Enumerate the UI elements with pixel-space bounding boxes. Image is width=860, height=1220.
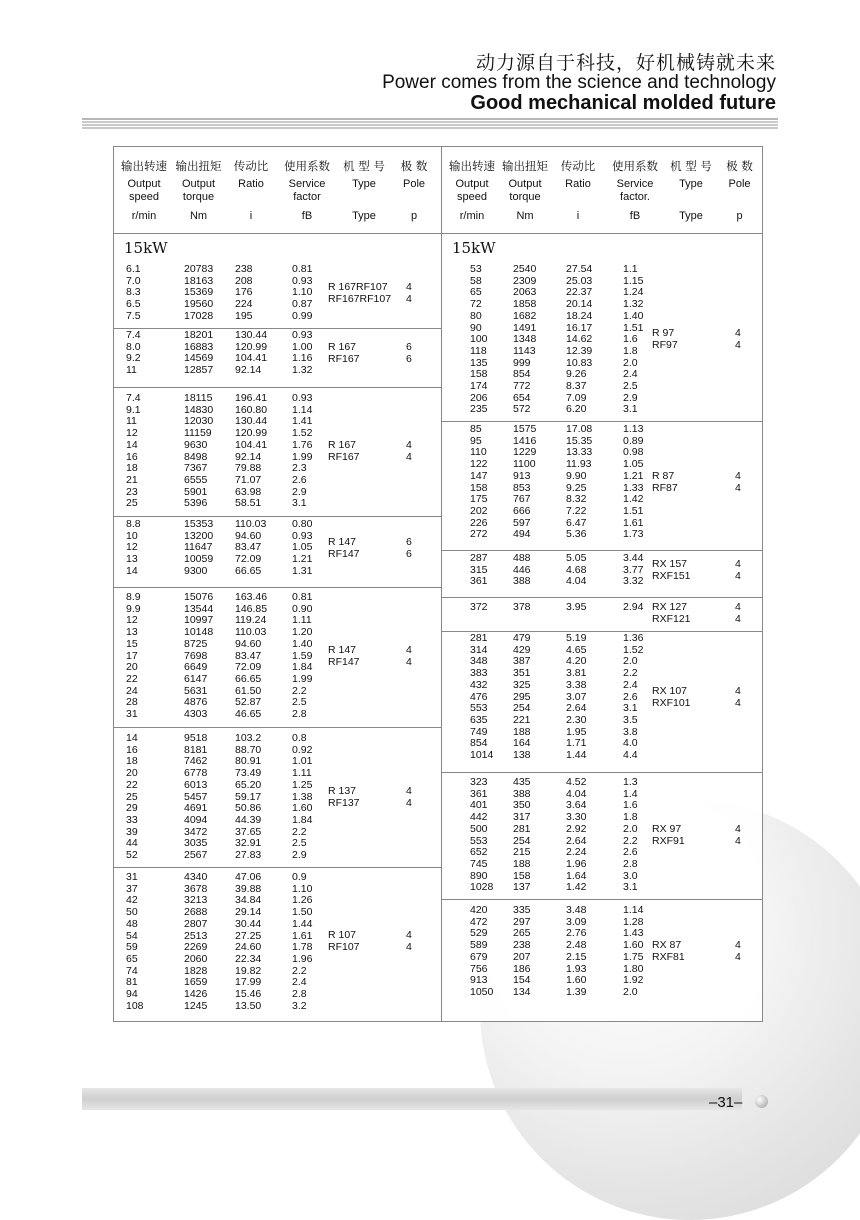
column-ratio-values: 5.19 4.65 4.20 3.81 3.38 3.07 2.64 2.30 1.95 1.71 1.44: [566, 632, 587, 762]
pole-values: 4 4: [735, 327, 741, 351]
column-header-english: Output speed: [455, 178, 489, 203]
column-header-unit: Type: [679, 210, 703, 222]
pole-values: 4 4: [406, 439, 412, 463]
column-ratio-values: 27.54 25.03 22.37 20.14 18.24 16.17 14.62 12.39 10.83 9.26 8.37 7.09 6.20: [566, 263, 593, 416]
column-factor-values: 0.93 1.00 1.16 1.32: [292, 329, 313, 377]
column-speed-values: 8.8 10 12 13 14: [126, 518, 141, 577]
column-header-english: Pole: [402, 178, 426, 190]
column-header-unit: Type: [352, 210, 376, 222]
column-header-chinese: 机 型 号: [343, 159, 385, 173]
column-speed-values: 420 472 529 589 679 756 913 1050: [470, 904, 494, 998]
right-table-header: [442, 147, 762, 234]
column-header-chinese: 输出扭矩: [175, 159, 222, 173]
column-header-unit: fB: [629, 210, 641, 222]
column-header-unit: i: [576, 210, 580, 222]
group-divider: [114, 516, 441, 517]
column-header: [552, 147, 604, 233]
group-divider: [114, 587, 441, 588]
header-chinese-slogan: 动力源自于科技，好机械铸就未来: [475, 52, 776, 74]
column-header: [717, 147, 762, 233]
type-values: R 87 RF87: [652, 470, 678, 494]
selection-table: [113, 146, 763, 1022]
column-ratio-values: 130.44 120.99 104.41 92.14: [235, 329, 268, 377]
column-ratio-values: 196.41 160.80 130.44 120.99 104.41 92.14 79.88 71.07 63.98 58.51: [235, 392, 268, 510]
column-header: [665, 147, 717, 233]
type-values: R 147 RF147: [328, 644, 360, 668]
column-torque-values: 378: [513, 601, 531, 613]
column-header-unit: p: [736, 210, 743, 222]
column-torque-values: 1575 1416 1229 1100 913 853 767 666 597 494: [513, 423, 537, 541]
column-speed-values: 53 58 65 72 80 90 100 118 135 158 174 206 235: [470, 263, 488, 416]
type-values: R 97 RF97: [652, 327, 678, 351]
pole-values: 4 4: [735, 685, 741, 709]
pole-values: 4 4: [735, 470, 741, 494]
group-divider: [442, 550, 762, 551]
column-header-english: Ratio: [238, 178, 264, 190]
type-values: R 137 RF137: [328, 785, 360, 809]
pole-values: 4 4: [735, 601, 741, 625]
column-factor-values: 0.8 0.92 1.01 1.11 1.25 1.38 1.60 1.84 2.2 2.5 2.9: [292, 732, 313, 862]
type-values: RX 127 RXF121: [652, 601, 691, 625]
type-values: RX 107 RXF101: [652, 685, 691, 709]
column-ratio-values: 3.95: [566, 601, 587, 613]
column-factor-values: 1.3 1.4 1.6 1.8 2.0 2.2 2.6 2.8 3.0 3.1: [623, 776, 638, 894]
column-header: [226, 147, 276, 233]
column-factor-values: 0.93 1.14 1.41 1.52 1.76 1.99 2.3 2.6 2.9 3.1: [292, 392, 313, 510]
left-table-header: [114, 147, 441, 234]
pole-values: 4 4: [735, 939, 741, 963]
column-factor-values: 0.81 0.93 1.10 0.87 0.99: [292, 263, 313, 322]
column-header-english: Output torque: [508, 178, 542, 203]
left-table-half: [114, 147, 441, 1021]
pole-values: 4 4: [406, 644, 412, 668]
type-values: RX 97 RXF91: [652, 823, 685, 847]
pole-values: 4 4: [406, 929, 412, 953]
column-header: [604, 147, 666, 233]
column-factor-values: 0.9 1.10 1.26 1.50 1.44 1.61 1.78 1.96 2.2 2.4 2.8 3.2: [292, 871, 313, 1012]
header-divider: [82, 118, 778, 132]
column-speed-values: 7.4 9.1 11 12 14 16 18 21 23 25: [126, 392, 141, 510]
column-header-english: Output torque: [181, 178, 216, 203]
pole-values: 4 4: [735, 558, 741, 582]
group-divider: [442, 899, 762, 900]
column-torque-values: 435 388 350 317 281 254 215 188 158 137: [513, 776, 531, 894]
column-ratio-values: 4.52 4.04 3.64 3.30 2.92 2.64 2.24 1.96 1.64 1.42: [566, 776, 587, 894]
column-header-english: Service factor.: [616, 178, 654, 203]
column-torque-values: 488 446 388: [513, 552, 531, 588]
column-speed-values: 85 95 110 122 147 158 175 202 226 272: [470, 423, 488, 541]
group-divider: [114, 387, 441, 388]
type-values: RX 157 RXF151: [652, 558, 691, 582]
column-header: [498, 147, 552, 233]
group-divider: [114, 867, 441, 868]
column-header: [446, 147, 498, 233]
column-factor-values: 1.13 0.89 0.98 1.05 1.21 1.33 1.42 1.51 1.61 1.73: [623, 423, 644, 541]
column-header-chinese: 输出扭矩: [502, 159, 548, 173]
group-divider: [114, 328, 441, 329]
column-header-chinese: 使用系数: [612, 159, 658, 173]
column-ratio-values: 163.46 146.85 119.24 110.03 94.60 83.47 72.09 66.65 61.50 52.87 46.65: [235, 591, 268, 721]
header-slogan: Good mechanical molded future: [470, 92, 776, 114]
column-header: [117, 147, 171, 233]
column-header-unit: i: [249, 210, 253, 222]
column-ratio-values: 103.2 88.70 80.91 73.49 65.20 59.17 50.86 44.39 37.65 32.91 27.83: [235, 732, 262, 862]
group-divider: [442, 421, 762, 422]
column-header-chinese: 输出转速: [449, 159, 495, 173]
type-values: RX 87 RXF81: [652, 939, 685, 963]
column-header-chinese: 使用系数: [284, 159, 330, 173]
right-table-half: [442, 147, 762, 1021]
column-torque-values: 2540 2309 2063 1858 1682 1491 1348 1143 999 854 772 654 572: [513, 263, 537, 416]
column-header-unit: r/min: [459, 210, 485, 222]
column-torque-values: 18115 14830 12030 11159 9630 8498 7367 6555 5901 5396: [184, 392, 214, 510]
column-header-unit: fB: [301, 210, 313, 222]
column-speed-values: 323 361 401 442 500 553 652 745 890 1028: [470, 776, 494, 894]
column-speed-values: 14 16 18 20 22 25 29 33 39 44 52: [126, 732, 138, 862]
pole-values: 4 4: [735, 823, 741, 847]
page-dot-icon: [755, 1095, 768, 1108]
column-header-english: Type: [352, 178, 376, 190]
pole-values: 6 6: [406, 341, 412, 365]
type-values: R 147 RF147: [328, 536, 360, 560]
column-factor-values: 1.14 1.28 1.43 1.60 1.75 1.80 1.92 2.0: [623, 904, 644, 998]
type-values: R 167 RF167: [328, 341, 360, 365]
column-header-chinese: 传动比: [233, 159, 269, 173]
column-ratio-values: 47.06 39.88 34.84 29.14 30.44 27.25 24.60 22.34 19.82 17.99 15.46 13.50: [235, 871, 262, 1012]
column-torque-values: 4340 3678 3213 2688 2807 2513 2269 2060 1828 1659 1426 1245: [184, 871, 208, 1012]
column-ratio-values: 3.48 3.09 2.76 2.48 2.15 1.93 1.60 1.39: [566, 904, 587, 998]
column-factor-values: 0.80 0.93 1.05 1.21 1.31: [292, 518, 313, 577]
right-power-label: 15kW: [452, 239, 496, 257]
column-speed-values: 287 315 361: [470, 552, 488, 588]
column-header-english: Pole: [728, 178, 751, 190]
column-speed-values: 8.9 9.9 12 13 15 17 20 22 24 28 31: [126, 591, 141, 721]
header-english-tagline: Power comes from the science and technology: [382, 72, 776, 93]
column-header: [276, 147, 338, 233]
column-factor-values: 0.81 0.90 1.11 1.20 1.40 1.59 1.84 1.99 2.2 2.5 2.8: [292, 591, 313, 721]
column-torque-values: 335 297 265 238 207 186 154 134: [513, 904, 531, 998]
column-ratio-values: 110.03 94.60 83.47 72.09 66.65: [235, 518, 267, 577]
column-header-english: Output speed: [127, 178, 161, 203]
column-torque-values: 15076 13544 10997 10148 8725 7698 6649 6147 5631 4876 4303: [184, 591, 214, 721]
column-ratio-values: 238 208 176 224 195: [235, 263, 253, 322]
pole-values: 6 6: [406, 536, 412, 560]
column-header-chinese: 极 数: [400, 159, 428, 173]
column-ratio-values: 5.05 4.68 4.04: [566, 552, 587, 588]
type-values: R 167RF107 RF167RF107: [328, 281, 392, 305]
column-speed-values: 7.4 8.0 9.2 11: [126, 329, 141, 377]
group-divider: [442, 772, 762, 773]
column-header-chinese: 输出转速: [121, 159, 167, 173]
column-header: [171, 147, 226, 233]
column-header-chinese: 极 数: [726, 159, 753, 173]
column-speed-values: 281 314 348 383 432 476 553 635 749 854 1014: [470, 632, 494, 762]
column-torque-values: 9518 8181 7462 6778 6013 5457 4691 4094 3472 3035 2567: [184, 732, 208, 862]
group-divider: [442, 631, 762, 632]
column-header-english: Type: [679, 178, 703, 190]
type-values: R 107 RF107: [328, 929, 360, 953]
column-header-english: Service factor: [288, 178, 326, 203]
column-header-unit: Nm: [189, 210, 208, 222]
column-torque-values: 15353 13200 11647 10059 9300: [184, 518, 214, 577]
column-header: [338, 147, 390, 233]
column-header-english: Ratio: [565, 178, 591, 190]
column-factor-values: 2.94: [623, 601, 644, 613]
group-divider: [114, 727, 441, 728]
column-factor-values: 3.44 3.77 3.32: [623, 552, 644, 588]
pole-values: 4 4: [406, 785, 412, 809]
column-header-unit: Nm: [516, 210, 534, 222]
column-header-chinese: 传动比: [560, 159, 596, 173]
column-torque-values: 479 429 387 351 325 295 254 221 188 164 138: [513, 632, 531, 762]
column-factor-values: 1.1 1.15 1.24 1.32 1.40 1.51 1.6 1.8 2.0 2.4 2.5 2.9 3.1: [623, 263, 644, 416]
column-speed-values: 6.1 7.0 8.3 6.5 7.5: [126, 263, 141, 322]
column-factor-values: 1.36 1.52 2.0 2.2 2.4 2.6 3.1 3.5 3.8 4.0 4.4: [623, 632, 644, 762]
column-header: [390, 147, 438, 233]
column-header-unit: p: [410, 210, 418, 222]
page-number: –31–: [709, 1094, 743, 1111]
pole-values: 4 4: [406, 281, 412, 305]
group-divider: [442, 597, 762, 598]
column-ratio-values: 17.08 15.35 13.33 11.93 9.90 9.25 8.32 7.22 6.47 5.36: [566, 423, 593, 541]
column-speed-values: 372: [470, 601, 488, 613]
type-values: R 167 RF167: [328, 439, 360, 463]
column-torque-values: 18201 16883 14569 12857: [184, 329, 214, 377]
column-torque-values: 20783 18163 15369 19560 17028: [184, 263, 214, 322]
left-power-label: 15kW: [124, 239, 168, 257]
column-speed-values: 31 37 42 50 48 54 59 65 74 81 94 108: [126, 871, 144, 1012]
column-header-unit: r/min: [131, 210, 157, 222]
column-header-chinese: 机 型 号: [670, 159, 712, 173]
footer-bar: [82, 1088, 742, 1110]
